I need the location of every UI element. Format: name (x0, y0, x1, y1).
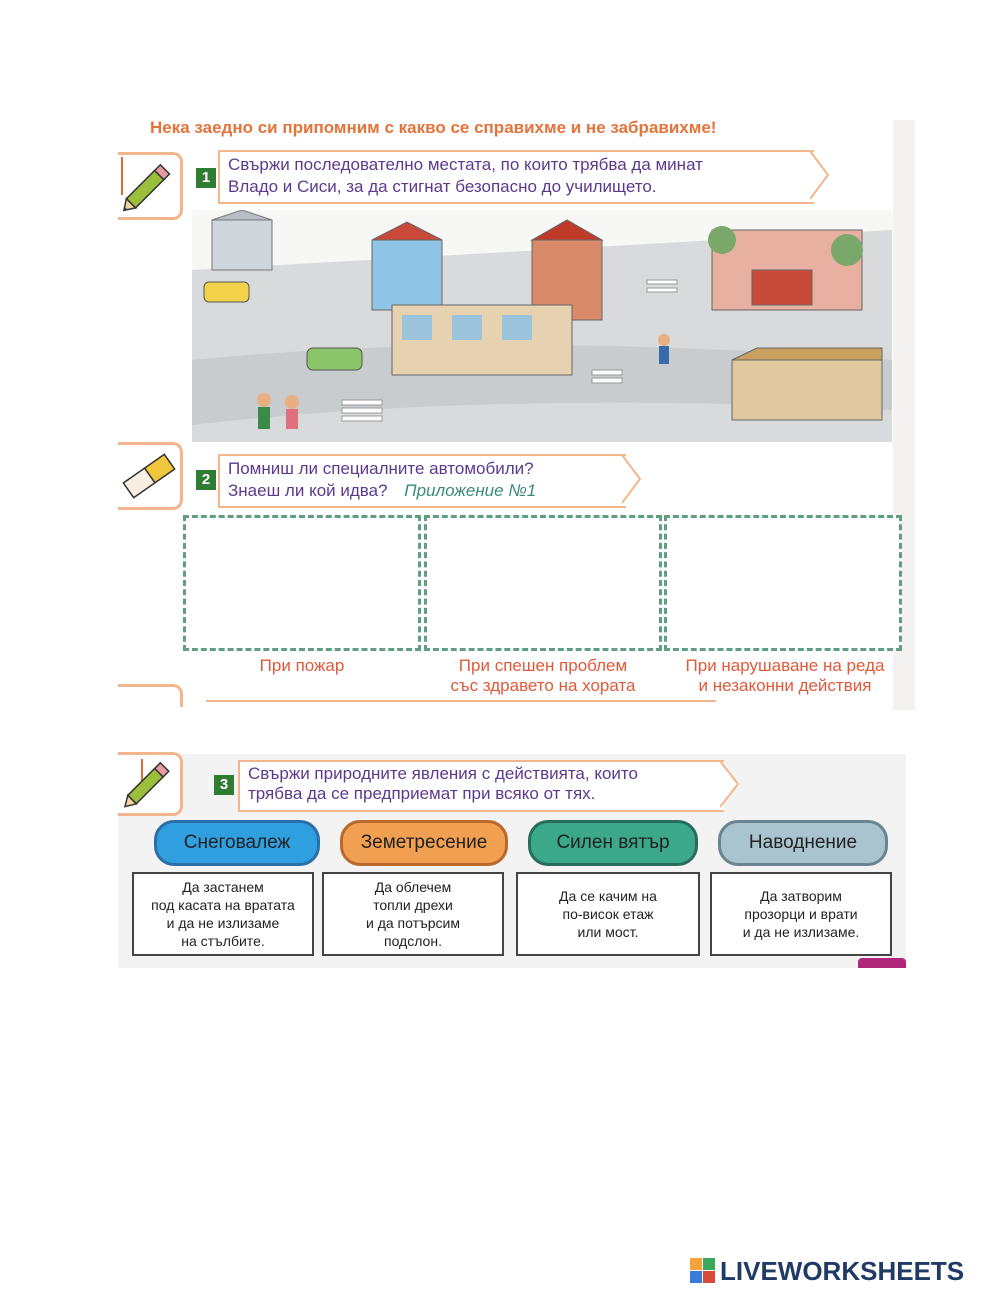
town-illustration (192, 210, 892, 442)
task2-text-line2-wrap (228, 480, 618, 502)
houses-lower-right (732, 348, 882, 420)
phenomenon-flood[interactable]: Наводнение (718, 820, 888, 866)
task1-number-badge: 1 (196, 168, 216, 188)
action-4-line3: и да не излизаме. (742, 924, 860, 940)
caption-police-line1: При нарушаване на реда (685, 656, 885, 675)
action-1-line2: под касата на вратата (151, 897, 295, 913)
answer-box-health[interactable] (424, 515, 662, 651)
task3-text-line1: Свържи природните явления с действията, които (248, 764, 638, 783)
task1-text-line1: Свържи последователно местата, по които трябва да минат (228, 155, 703, 174)
task2-appendix: Приложение №1 (404, 481, 537, 500)
task1-arrow-tip (810, 150, 830, 200)
action-box-3[interactable] (516, 872, 700, 956)
phenomenon-snowfall[interactable]: Снеговалеж (154, 820, 320, 866)
task1-instruction (218, 150, 814, 204)
caption-health (424, 656, 662, 696)
page-title: Нека заедно си припомним с какво се справихме и не забравихме! (150, 118, 717, 137)
action-3-line1: Да се качим на (559, 888, 657, 904)
action-1-line1: Да застанем (182, 879, 264, 895)
action-3-text (559, 887, 657, 941)
building-left (212, 210, 272, 270)
task1-text-line2: Владо и Сиси, за да стигнат безопасно до училището. (228, 177, 657, 196)
action-box-4[interactable] (710, 872, 892, 956)
cropped-instruction-line (206, 700, 716, 702)
caption-fire (183, 656, 421, 676)
action-3-line3: или мост. (577, 924, 639, 940)
green-car (307, 348, 362, 370)
caption-police-line2: и незаконни действия (698, 676, 872, 695)
task2-eraser-frame (118, 442, 183, 510)
school-building (708, 226, 863, 310)
task2-text-line2: Знаеш ли кой идва? (228, 481, 388, 500)
building-blue (372, 222, 442, 310)
logo-icon (690, 1258, 716, 1284)
cropped-pencil-strip (118, 684, 183, 707)
yellow-car (204, 282, 249, 302)
action-2-line2: топли дрехи (373, 897, 453, 913)
pencil-icon (118, 755, 180, 813)
action-1-line4: на стълбите. (181, 933, 265, 949)
task2-arrow-tip (622, 454, 642, 504)
corner-tab (858, 958, 906, 968)
phenomenon-earthquake[interactable]: Земетресение (340, 820, 508, 866)
caption-police (660, 656, 910, 696)
task3-pencil-frame (118, 752, 183, 816)
action-box-2[interactable] (322, 872, 504, 956)
logo-text: LIVEWORKSHEETS (720, 1256, 965, 1286)
action-2-line1: Да облечем (374, 879, 452, 895)
phenomenon-strong-wind[interactable]: Силен вятър (528, 820, 698, 866)
task3-arrow-tip (720, 760, 740, 808)
shops-row (392, 305, 572, 375)
action-1-line3: и да не излизаме (166, 915, 280, 931)
task2-instruction (218, 454, 626, 508)
action-1-text (151, 878, 295, 950)
task2-text-line1: Помниш ли специалните автомобили? (228, 459, 534, 478)
caption-health-line1: При спешен проблем (458, 656, 628, 675)
task3-instruction (238, 760, 724, 812)
task3-number-badge: 3 (214, 775, 234, 795)
action-2-line4: подслон. (384, 933, 442, 949)
answer-box-police[interactable] (664, 515, 902, 651)
caption-health-line2: със здравето на хората (450, 676, 636, 695)
action-box-1[interactable] (132, 872, 314, 956)
action-4-line2: прозорци и врати (744, 906, 858, 922)
action-4-text (743, 887, 860, 941)
task3-text-line2: трябва да се предприемат при всяко от тях. (248, 784, 596, 803)
liveworksheets-logo (690, 1256, 980, 1286)
action-2-line3: и да потърсим (365, 915, 460, 931)
task1-pencil-frame (118, 152, 183, 220)
caption-fire-line1: При пожар (259, 656, 345, 675)
action-4-line1: Да затворим (760, 888, 842, 904)
eraser-icon (118, 445, 180, 507)
action-2-text (366, 878, 460, 950)
task2-number-badge: 2 (196, 470, 216, 490)
answer-box-fire[interactable] (183, 515, 421, 651)
action-3-line2: по-висок етаж (562, 906, 654, 922)
pencil-icon (118, 155, 180, 217)
